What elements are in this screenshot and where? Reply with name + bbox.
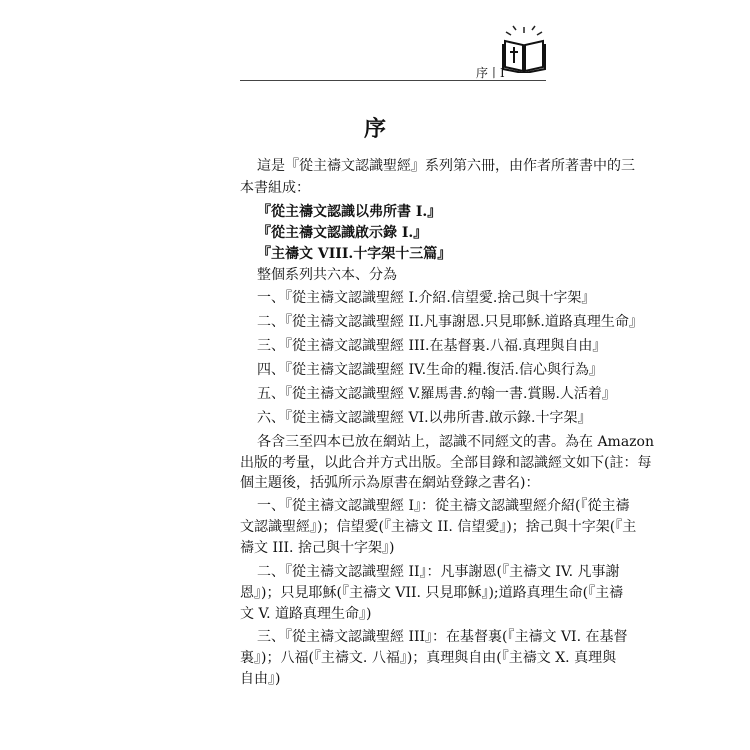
toc-line: 文認識聖經』)；信望愛(『主禱文 II. 信望愛』)；捨己與十字架(『主 — [240, 519, 637, 535]
paragraph-line: 各含三至四本已放在網站上，認識不同經文的書。為在 Amazon — [257, 434, 655, 450]
page-title: 序 — [363, 116, 386, 142]
book-title: 『主禱文 VIII.十字架十三篇』 — [257, 246, 452, 262]
toc-line: 恩』)；只見耶穌(『主禱文 VII. 只見耶穌』);道路真理生命(『主禱 — [240, 585, 624, 601]
paragraph-line: 本書組成： — [240, 180, 310, 196]
book-title: 『從主禱文認識啟示錄 I.』 — [257, 225, 428, 241]
series-item: 三、『從主禱文認識聖經 III.在基督裏.八福.真理與自由』 — [257, 338, 607, 354]
toc-line: 一、『從主禱文認識聖經 I』：從主禱文認識聖經介紹(『從主禱 — [257, 498, 630, 514]
series-item: 四、『從主禱文認識聖經 IV.生命的糧.復活.信心與行為』 — [257, 362, 603, 378]
series-item: 五、『從主禱文認識聖經 V.羅馬書.約翰一書.賞賜.人活着』 — [257, 386, 616, 402]
toc-line: 自由』) — [240, 671, 281, 687]
paragraph-line: 這是『從主禱文認識聖經』系列第六冊，由作者所著書中的三 — [257, 158, 635, 174]
header-rule — [240, 80, 546, 81]
running-header: 序丨I — [476, 66, 505, 80]
book-title: 『從主禱文認識以弗所書 I.』 — [257, 204, 442, 220]
toc-line: 二、『從主禱文認識聖經 II』：凡事謝恩(『主禱文 IV. 凡事謝 — [257, 564, 620, 580]
toc-line: 禱文 III. 捨己與十字架』) — [240, 540, 395, 556]
series-item: 一、『從主禱文認識聖經 I.介紹.信望愛.捨己與十字架』 — [257, 290, 596, 306]
series-item: 二、『從主禱文認識聖經 II.凡事謝恩.只見耶穌.道路真理生命』 — [257, 314, 643, 330]
paragraph-line: 出版的考量，以此合并方式出版。全部目錄和認識經文如下(註：每 — [240, 455, 652, 471]
series-intro: 整個系列共六本、分為 — [257, 267, 397, 283]
book-with-cross-icon — [501, 25, 547, 73]
toc-line: 裏』)；八福(『主禱文. 八福』)；真理與自由(『主禱文 X. 真理與 — [240, 650, 617, 666]
series-item: 六、『從主禱文認識聖經 VI.以弗所書.啟示錄.十字架』 — [257, 410, 592, 426]
paragraph-line: 個主題後，括弧所示為原書在網站登錄之書名)： — [240, 475, 540, 491]
toc-line: 文 V. 道路真理生命』) — [240, 606, 372, 622]
toc-line: 三、『從主禱文認識聖經 III』：在基督裏(『主禱文 VI. 在基督 — [257, 629, 628, 645]
